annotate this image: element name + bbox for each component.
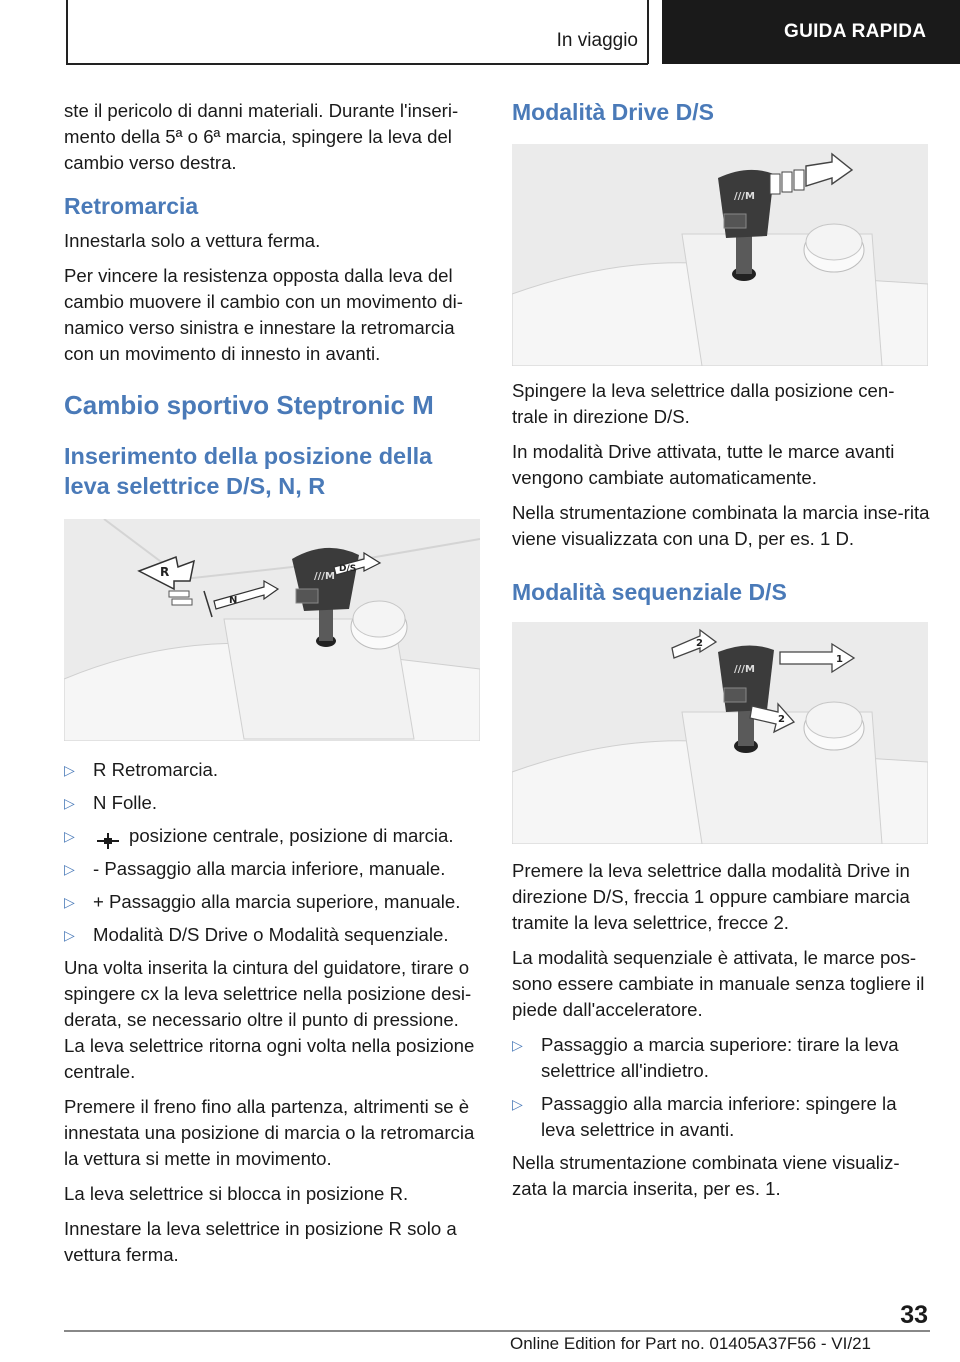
sequential-list — [512, 1032, 930, 1143]
header-bottom-rule — [66, 63, 648, 65]
drive-heading: Modalità Drive D/S — [512, 99, 714, 125]
header-right-rule — [647, 0, 649, 64]
after-paragraph-2: Premere il freno fino alla partenza, altrimenti se è innestata una posizione di marcia o la retromarcia la vettura si mette in movimento. — [64, 1096, 475, 1169]
drive-paragraph-3: Nella strumentazione combinata la marcia inse-rita viene visualizzata con una D, per es. 1 D. — [512, 502, 930, 549]
page-number: 33 — [900, 1301, 928, 1329]
seq-label-2-bottom: 2 — [778, 714, 785, 725]
svg-text:///M: ///M — [734, 664, 755, 675]
retro-paragraph-2: Per vincere la resistenza opposta dalla leva del cambio muovere il cambio con un movimento di-namico verso sinistra e innestare la retromarcia con un movimento di innesto in avanti. — [64, 265, 463, 364]
drive-paragraph-2: In modalità Drive attivata, tutte le marce avanti vengono cambiate automaticamente. — [512, 441, 895, 488]
list-item: ▷ N Folle. — [64, 790, 482, 816]
gear-positions-list — [64, 757, 482, 948]
triangle-bullet-icon: ▷ — [512, 1096, 523, 1112]
right-column — [512, 98, 930, 1211]
seq-paragraph-1: Premere la leva selettrice dalla modalità Drive in direzione D/S, freccia 1 oppure cambiare marcia tramite la leva selettrice, frecce 2. — [512, 860, 910, 933]
triangle-bullet-icon: ▷ — [64, 861, 75, 877]
drive-paragraph-1: Spingere la leva selettrice dalla posizione cen-trale in direzione D/S. — [512, 380, 895, 427]
gear-selector-image-positions — [64, 519, 480, 741]
list-item: ▷ Modalità D/S Drive o Modalità sequenziale. — [64, 922, 482, 948]
header-section-title: In viaggio — [556, 30, 638, 51]
seq-paragraph-3: Nella strumentazione combinata viene visualiz-zata la marcia inserita, per es. 1. — [512, 1152, 900, 1199]
retromarcia-heading: Retromarcia — [64, 193, 199, 219]
header-tab-guida-rapida[interactable]: GUIDA RAPIDA — [662, 0, 960, 64]
triangle-bullet-icon: ▷ — [64, 894, 75, 910]
position-subheading: Inserimento della posizione della leva selettrice D/S, N, R — [64, 443, 433, 499]
retro-paragraph-1: Innestarla solo a vettura ferma. — [64, 230, 321, 251]
triangle-bullet-icon: ▷ — [64, 762, 75, 778]
label-ds: D/S — [339, 564, 357, 574]
triangle-bullet-icon: ▷ — [512, 1037, 523, 1053]
list-item: ▷ + Passaggio alla marcia superiore, manuale. — [64, 889, 482, 915]
sequential-heading: Modalità sequenziale D/S — [512, 579, 787, 605]
footer-rule — [64, 1330, 930, 1332]
label-n: N — [229, 595, 238, 606]
list-item: ▷ Passaggio alla marcia inferiore: spingere la leva selettrice in avanti. — [512, 1093, 897, 1140]
header-left-rule — [66, 0, 68, 64]
seq-label-2-top: 2 — [696, 638, 703, 649]
shift-pattern-icon — [95, 830, 121, 844]
gear-selector-image-drive — [512, 144, 928, 366]
triangle-bullet-icon: ▷ — [64, 795, 75, 811]
list-item: ▷ posizione centrale, posizione di marcia. — [64, 823, 482, 849]
footer-edition: Online Edition for Part no. 01405A37F56 - VI/21 — [510, 1334, 872, 1353]
svg-text:///M: ///M — [314, 571, 335, 582]
triangle-bullet-icon: ▷ — [64, 927, 75, 943]
left-column — [64, 98, 482, 1277]
steptronic-heading: Cambio sportivo Steptronic M — [64, 390, 434, 420]
seq-paragraph-2: La modalità sequenziale è attivata, le marce pos-sono essere cambiate in manuale senza togliere il piede dall'acceleratore. — [512, 947, 925, 1020]
after-paragraph-4: Innestare la leva selettrice in posizione R solo a vettura ferma. — [64, 1218, 457, 1265]
gear-selector-image-sequential — [512, 622, 928, 844]
after-paragraph-3: La leva selettrice si blocca in posizione R. — [64, 1183, 409, 1204]
intro-paragraph: ste il pericolo di danni materiali. Durante l'inseri-mento della 5ª o 6ª marcia, spingere la leva del cambio verso destra. — [64, 100, 459, 173]
triangle-bullet-icon: ▷ — [64, 828, 75, 844]
seq-label-1: 1 — [836, 654, 843, 665]
list-item: ▷ Passaggio a marcia superiore: tirare la leva selettrice all'indietro. — [512, 1034, 899, 1081]
list-item: ▷ R Retromarcia. — [64, 757, 482, 783]
svg-text:///M: ///M — [734, 191, 755, 202]
label-r: R — [160, 565, 170, 579]
list-item: ▷ - Passaggio alla marcia inferiore, manuale. — [64, 856, 482, 882]
after-paragraph-1: Una volta inserita la cintura del guidatore, tirare o spingere cx la leva selettrice nella posizione desi-derata, se necessario oltre il punto di pressione. La leva selettrice ritorna ogni volta nella posizione centrale. — [64, 957, 475, 1082]
